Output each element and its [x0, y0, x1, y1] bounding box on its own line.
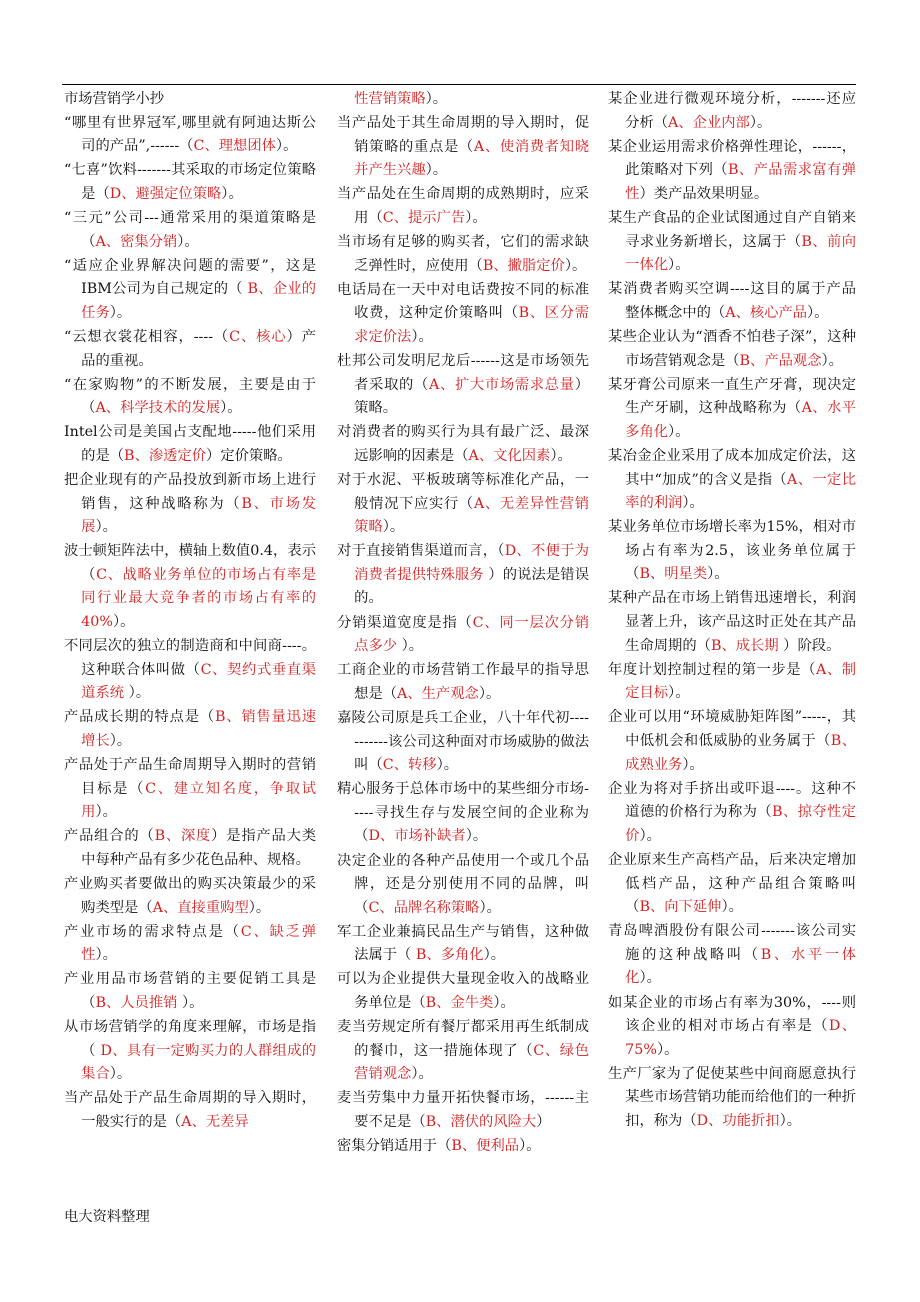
column-1 [64, 88, 316, 1135]
question-text: 某企业运用需求价格弹性理论，------，此策略对下列（ [608, 138, 856, 179]
question-text: “适应企业界解决问题的需要”，这是IBM公司为自己规定的（ [64, 257, 316, 298]
question-item [64, 421, 316, 468]
question-text: 某种产品在市场上销售迅速增长，利润显著上升，该产品这时正处在其产品生命周期的（ [608, 590, 856, 654]
question-item [337, 659, 589, 706]
question-item [64, 635, 316, 706]
answer-text: 、避强定位策略 [121, 185, 222, 202]
question-text: 工商企业的市场营销工作最早的指导思想是（ [337, 662, 589, 702]
answer-option: A [95, 400, 106, 417]
question-text: 某消费者购买空调----这目的属于产品整体概念中的（ [608, 281, 856, 321]
answer-option: B [710, 637, 722, 654]
question-text: 产业购买者要做出的购买决策最少的采购类型是（ [64, 876, 316, 916]
question-text: ）。 [483, 947, 506, 964]
question-text: 如某企业的市场占有率为30%，----则该企业的相对市场占有率是（ [608, 994, 856, 1035]
answer-option: D [368, 828, 380, 845]
answer-text: 、无差异 [191, 1114, 249, 1131]
question-item [337, 778, 589, 849]
question-text: ）。 [248, 899, 271, 916]
question-text: 把企业现有的产品投放到新市场上进行销售，这种战略称为（ [64, 472, 316, 512]
answer-text: 、企业的任务 [81, 281, 317, 321]
question-text: ）。 [656, 1041, 679, 1058]
question-item [64, 112, 316, 159]
answer-text: 、制定目标 [625, 661, 857, 702]
answer-text: 、金牛类 [436, 995, 494, 1012]
question-text: ）。 [519, 1138, 541, 1155]
answer-text: 、文化因素 [478, 447, 551, 464]
question-text: ）的说法是错误的。 [354, 566, 590, 607]
question-text: 青岛啤酒股份有限公司-------该公司实施的这种战略叫（ [608, 923, 856, 963]
question-item [608, 207, 856, 278]
answer-option: D [109, 185, 122, 202]
answer-option: C [200, 661, 212, 678]
question-item [608, 849, 856, 920]
question-text: 不同层次的独立的制造商和中间商----。这种联合体叫做（ [64, 638, 316, 678]
question-text: “七喜”饮料-------其采取的市场定位策略是（ [64, 162, 316, 202]
question-text: 某牙膏公司原来一直生产牙膏，现决定生产牙刷，这种战略称为（ [608, 376, 856, 417]
answer-text: 、品牌名称策略 [379, 899, 480, 916]
question-item [608, 920, 856, 991]
question-text: 产品成长期的特点是（ [64, 709, 215, 726]
answer-option: B [727, 162, 739, 179]
answer-text: 、生产观念 [407, 685, 479, 702]
question-text: 波士顿矩阵法中，横轴上数值0.4，表示（ [64, 543, 316, 583]
question-item [64, 968, 316, 1015]
answer-option: B [518, 305, 530, 322]
answer-text: 、成熟业务 [625, 733, 857, 773]
answer-text: 、深度 [165, 828, 212, 845]
question-item [64, 825, 316, 872]
question-item [608, 659, 856, 706]
question-text: ）阶段。 [778, 637, 841, 654]
question-text: 企业可以用“环境威胁矩阵图”-----，其中低机会和低威胁的业务属于（ [608, 709, 856, 750]
answer-option: A [397, 685, 408, 702]
question-text: ）策略。 [354, 376, 590, 417]
question-item [64, 540, 316, 634]
answer-option: A [473, 138, 485, 155]
answer-text: 、功能折扣 [708, 1113, 780, 1130]
question-text: 对于直接销售渠道而言，（ [337, 543, 505, 560]
answer-text: 、绿色营销观念 [354, 1042, 590, 1083]
question-item [64, 706, 316, 753]
answer-option: B [95, 995, 106, 1012]
answer-option: D [504, 543, 517, 560]
answer-text: 、75% [625, 1018, 857, 1058]
question-text: 嘉陵公司原是兵工企业，八十年代初-----------该公司这种面对市场威胁的做法叫（ [337, 709, 589, 774]
answer-option: A [152, 899, 163, 916]
question-text: ）。 [109, 733, 132, 750]
question-item [608, 88, 856, 135]
question-text: ）。 [465, 209, 487, 226]
question-text: ）。 [779, 1113, 802, 1130]
answer-text: 、多角化 [426, 947, 484, 964]
question-text: Intel公司是美国占支配地-----他们采用的是（ [64, 424, 316, 464]
answer-text: 、同一层次分销点多少 [354, 614, 590, 655]
column-3 [608, 88, 856, 1134]
answer-text: 、一定比率的利润 [625, 471, 856, 512]
question-text: ）。 [177, 233, 199, 250]
answer-text: 、理想团体 [204, 138, 276, 155]
question-item [337, 112, 589, 183]
question-item [337, 88, 589, 112]
question-text: ）。 [425, 162, 448, 179]
question-text: ）。 [668, 257, 690, 274]
question-text: ）。 [124, 685, 151, 702]
question-text: 当市场有足够的购买者，它们的需求缺乏弹性时，应使用（ [337, 234, 589, 274]
page-footer: 电大资料整理 [64, 1209, 150, 1225]
answer-text: 、直接重购型 [162, 899, 249, 916]
question-text: 麦当劳集中力量开拓快餐市场，------主要不足是（ [337, 1090, 589, 1131]
question-text: ）。 [682, 756, 704, 773]
answer-text: 、水平多角化 [625, 400, 857, 440]
answer-option: B [739, 352, 751, 369]
question-item [64, 873, 316, 920]
question-item [64, 159, 316, 206]
question-item [608, 445, 856, 516]
answer-option: B [425, 995, 437, 1012]
question-text: ）。 [493, 995, 515, 1012]
answer-option: C [229, 328, 241, 345]
answer-option: B [772, 804, 783, 821]
answer-option: D [828, 1018, 841, 1035]
answer-text: 、提示广告 [393, 209, 466, 226]
answer-option: B [241, 495, 252, 512]
question-text: ）。 [639, 970, 661, 987]
answer-option: A [815, 661, 827, 678]
question-text: ）类产品效果明显。 [639, 185, 769, 202]
answer-option: B [214, 709, 226, 726]
answer-option: D [100, 1042, 113, 1059]
question-text: 企业为将对手挤出或吓退----。这种不道德的价格行为称为（ [608, 780, 856, 821]
answer-option: A [668, 114, 679, 131]
question-text: 从市场营销学的角度来理解，市场是指（ [64, 1019, 316, 1059]
question-item [64, 326, 316, 373]
answer-text: 、使消费者知晓并产生兴趣 [354, 138, 590, 179]
question-text: 决定企业的各种产品使用一个或几个品牌，还是分别使用不同的品牌，叫（ [337, 852, 589, 916]
answer-option: B [124, 447, 135, 464]
answer-text: 、掠夺性定价 [625, 804, 857, 844]
answer-text: 、产品观念 [750, 352, 822, 369]
question-item [608, 136, 856, 207]
answer-text: 、市场补缺者 [379, 828, 466, 845]
answer-option: B [639, 566, 650, 583]
question-item [64, 469, 316, 540]
question-text: ）。 [564, 257, 587, 274]
question-item [608, 587, 856, 658]
question-text: ） [536, 1114, 551, 1131]
answer-option: A [787, 471, 798, 488]
question-text: 军工企业兼搞民品生产与销售，这种做法属于（ [337, 923, 589, 964]
column-2 [337, 88, 589, 1159]
answer-option: B [415, 947, 427, 964]
question-text: “三元”公司---通常采用的渠道策略是（ [64, 209, 316, 250]
answer-text: 、销售量迅速增长 [81, 709, 317, 750]
question-text: 产业用品市场营销的主要促销工具是（ [64, 971, 316, 1012]
answer-text: 、撇脂定价 [493, 257, 565, 274]
question-text: 当产品处于其生命周期的导入期时，促销策略的重点是（ [337, 115, 589, 155]
answer-text: 、产品需求富有弹性 [625, 162, 857, 202]
question-text: ）。 [465, 828, 488, 845]
page-title: 市场营销学小抄 [64, 91, 165, 107]
answer-option: A [429, 376, 440, 393]
question-text: ）。 [95, 804, 117, 821]
question-item [608, 326, 856, 373]
question-text: 某企业进行微观环境分析，-------还应分析（ [608, 91, 856, 131]
question-text: 产品组合的（ [64, 828, 155, 845]
answer-option: A [725, 304, 736, 321]
question-text: 精心服务于总体市场中的某些细分市场-----寻找生存与发展空间的企业称为（ [337, 781, 589, 845]
question-text: ）。 [220, 400, 242, 417]
question-item [337, 183, 589, 230]
answer-text: 、无差异性营销策略 [354, 495, 590, 536]
question-text: ）定价策略。 [206, 447, 292, 464]
question-text: ）。 [411, 1066, 433, 1083]
question-item [337, 350, 589, 421]
answer-text: 、密集分销 [105, 233, 178, 250]
question-text: 对于水泥、平板玻璃等标准化产品，一般情况下应实行（ [337, 472, 589, 512]
question-item [64, 1087, 316, 1134]
question-text: ）。 [109, 1066, 132, 1083]
answer-text: 性营销策略 [354, 91, 426, 107]
question-text: ）。 [668, 423, 690, 440]
question-text: 当产品处在生命周期的成熟期时，应采用（ [337, 186, 589, 226]
question-text: 电话局在一天中对电话费按不同的标准收费，这种定价策略叫（ [337, 281, 589, 322]
answer-text: 、具有一定购买力的人群组成的集合 [81, 1042, 316, 1083]
question-text: ）。 [478, 685, 501, 702]
answer-option: C [533, 1042, 545, 1059]
answer-text: 、缺乏弹性 [81, 923, 317, 964]
question-text: 分销渠道宽度是指（ [337, 614, 473, 631]
header-rule [62, 84, 856, 85]
question-item [337, 1087, 589, 1134]
question-text: ）产品的重视。 [81, 328, 316, 369]
question-item [608, 992, 856, 1063]
answer-option: B [482, 257, 494, 274]
question-text: 企业原来生产高档产品，后来决定增加低档产品，这种产品组合策略叫（ [608, 852, 856, 916]
question-text: 某生产食品的企业试图通过自产自销来寻求业务新增长，这属于（ [608, 209, 856, 250]
answer-text: 、水平一体化 [625, 946, 857, 987]
question-text: 杜邦公司发明尼龙后------这是市场领先者采取的（ [337, 353, 589, 393]
answer-option: B [760, 946, 772, 963]
answer-text: 、建立知名度，争取试用 [81, 780, 316, 821]
question-item [64, 207, 316, 254]
question-text: ）。 [425, 91, 448, 107]
question-text: 密集分销适用于（ [337, 1138, 452, 1155]
answer-option: A [468, 447, 479, 464]
question-text: ）。 [749, 114, 772, 131]
answer-text: 、战略业务单位的市场占有率是同行业最大竞争者的市场占有率的40% [81, 566, 317, 631]
answer-option: C [240, 923, 252, 940]
question-item [608, 278, 856, 325]
question-text: 产品处于产品生命周期导入期时的营销目标是（ [64, 757, 316, 797]
answer-text: 、区分需求定价法 [354, 305, 590, 345]
question-text: ）是指产品大类中每种产品有多少花色品种、规格。 [81, 828, 317, 868]
answer-text: 、核心 [240, 328, 287, 345]
question-text: ）。 [95, 519, 117, 536]
question-item [608, 778, 856, 849]
question-text: 当产品处于产品生命周期的导入期时，一般实行的是（ [64, 1090, 316, 1131]
answer-text: 、明星类 [649, 566, 708, 583]
question-text: ）。 [639, 827, 661, 844]
answer-option: D [696, 1113, 709, 1130]
answer-option: B [830, 733, 842, 750]
answer-option: C [96, 566, 108, 583]
question-text: 生产厂家为了促使某些中间商愿意执行某些市场营销功能而给他们的一种折扣，称为（ [608, 1065, 856, 1130]
question-text: 某业务单位市场增长率为15%，相对市场占有率为2.5，该业务单位属于 （ [608, 519, 856, 583]
question-text: ）。 [668, 685, 690, 702]
question-text: ）。 [682, 495, 704, 512]
answer-option: B [247, 281, 258, 298]
answer-text: 、扩大市场需求总量 [439, 376, 575, 393]
question-item [337, 540, 589, 611]
answer-text: 、渗透定价 [134, 447, 207, 464]
answer-option: C [472, 614, 484, 631]
answer-option: B [425, 1114, 437, 1131]
question-item [608, 706, 856, 777]
question-item [337, 279, 589, 350]
answer-option: B [801, 233, 812, 250]
question-item [337, 968, 589, 1015]
question-text: ）。 [109, 304, 132, 321]
question-item [337, 1135, 589, 1159]
answer-option: B [639, 899, 650, 916]
question-text: ）。 [382, 519, 405, 536]
question-item [64, 921, 316, 968]
answer-text: 、成长期 [721, 637, 779, 654]
question-text: “云想衣裳花相容，----（ [64, 328, 230, 345]
answer-option: B [451, 1138, 462, 1155]
question-text: ）。 [550, 447, 572, 464]
answer-option: C [368, 899, 380, 916]
question-text: 对消费者的购买行为具有最广泛、最深远影响的因素是（ [337, 424, 589, 464]
question-item [337, 612, 589, 659]
question-text: 年度计划控制过程的第一步是（ [608, 661, 816, 678]
question-item [64, 255, 316, 326]
question-text: 产业市场的需求特点是（ [64, 923, 241, 940]
question-text: ）。 [807, 304, 829, 321]
question-item [608, 1063, 856, 1134]
answer-text: 、核心产品 [735, 304, 808, 321]
answer-option: A [473, 495, 485, 512]
question-text: “在家购物”的不断发展，主要是由于（ [64, 376, 316, 417]
answer-text: 、潜伏的风险大 [436, 1114, 537, 1131]
question-text: 麦当劳规定所有餐厅都采用再生纸制成的餐巾，这一措施体现了（ [337, 1019, 589, 1059]
answer-option: C [145, 780, 157, 797]
answer-option: C [193, 138, 205, 155]
answer-text: 、企业内部 [678, 114, 750, 131]
question-text: “哪里有世界冠军,哪里就有阿迪达斯公司的产品”,------（ [64, 114, 316, 155]
answer-text: 、科学技术的发展 [105, 400, 221, 417]
question-item [337, 921, 589, 968]
question-text: ）。 [112, 614, 135, 631]
answer-text: 、前向一体化 [625, 233, 857, 274]
answer-option: A [95, 233, 106, 250]
question-text: ）。 [721, 899, 743, 916]
question-text: 可以为企业提供大量现金收入的战略业务单位是（ [337, 971, 589, 1012]
answer-option: A [801, 400, 812, 417]
question-text: 某些企业认为“酒香不怕巷子深”，这种市场营销观念是（ [608, 328, 856, 369]
answer-text: 、契约式垂直渠道系统 [81, 661, 317, 702]
answer-text: 、不便于为消费者提供特殊服务 [354, 543, 590, 583]
question-text: ）。 [436, 757, 459, 774]
answer-text: 、人员推销 [105, 995, 178, 1012]
answer-option: C [382, 209, 394, 226]
question-text: ）。 [275, 138, 298, 155]
answer-option: A [181, 1114, 192, 1131]
question-text: ）。 [479, 899, 501, 916]
answer-text: 、便利品 [461, 1138, 520, 1155]
question-item [337, 850, 589, 921]
question-text: 某冶金企业采用了成本加成定价法，这其中“加成”的含义是指（ [608, 447, 856, 488]
question-text: ）。 [821, 352, 843, 369]
answer-text: 、向下延伸 [649, 899, 722, 916]
question-item [337, 231, 589, 278]
answer-text: 、市场发展 [81, 495, 316, 536]
question-text: ）。 [221, 185, 243, 202]
question-item [64, 374, 316, 421]
question-text: ）。 [177, 995, 204, 1012]
question-item [608, 374, 856, 445]
question-text: ）。 [707, 566, 729, 583]
answer-text: 、转移 [393, 757, 437, 774]
question-text: ）。 [397, 638, 424, 655]
question-text: ）。 [411, 328, 433, 345]
answer-option: B [154, 828, 166, 845]
question-item [64, 754, 316, 825]
question-item [337, 707, 589, 778]
answer-option: C [382, 757, 394, 774]
question-item [608, 516, 856, 587]
question-item [337, 1016, 589, 1087]
question-text: ）。 [95, 947, 117, 964]
question-item [337, 469, 589, 540]
question-item [337, 421, 589, 468]
question-item [64, 1016, 316, 1087]
